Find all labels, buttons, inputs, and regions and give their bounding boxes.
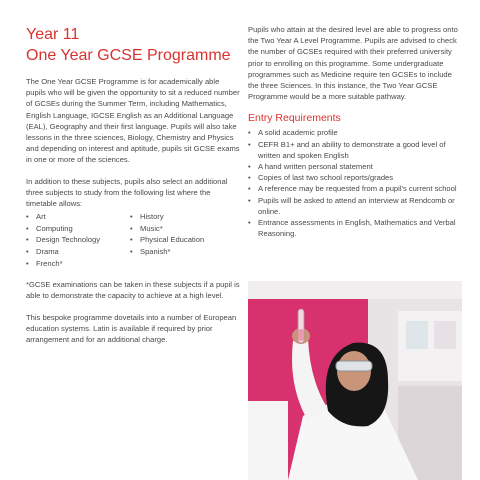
left-column <box>26 24 240 345</box>
footnote-paragraph: *GCSE examinations can be taken in these subjects if a pupil is able to demonstrate the capacity to achieve at a high level. <box>26 280 240 301</box>
list-item: • Spanish* <box>130 246 204 258</box>
progress-paragraph: Pupils who attain at the desired level are able to progress onto the Two Year A Level Programme. Pupils are advised to check the number of GCSEs required with their preferred university prior to enrolling on this programme. Some undergraduate programmes such as Medicine require ten GCSEs to include the three Sciences. In this instance, the Two Year GCSE Programme would be a more suitable pathway. <box>248 25 458 102</box>
entry-requirements-heading: Entry Requirements <box>248 112 341 125</box>
subjects-column-1 <box>26 211 130 269</box>
list-item: • Music* <box>130 223 204 235</box>
list-item: • Physical Education <box>130 234 204 246</box>
list-item: • CEFR B1+ and an ability to demonstrate a good level of written and spoken English <box>248 139 462 161</box>
bespoke-paragraph: This bespoke programme dovetails into a number of European education systems. Latin is available if required by prior arrangement and for an additional charge. <box>26 312 237 345</box>
list-item: • Drama <box>26 246 130 258</box>
subjects-list <box>26 211 240 269</box>
list-item: • Computing <box>26 223 130 235</box>
photo-illustration <box>248 281 462 480</box>
title-line-1: Year 11 <box>26 26 80 43</box>
right-column <box>248 24 462 239</box>
intro-paragraph: The One Year GCSE Programme is for academically able pupils who will be given the opportunity to sit a reduced number of GCSEs during the Summer Term, including Mathematics, English Language, IGCSE English as an Additional Language (EAL), Geography and their first language. Pupils will also take lessons in the three sciences, Biology, Chemistry and Physics and depending on interest and aptitude, pupils sit GCSE exams in one or more of the sciences. <box>26 77 240 165</box>
list-item: • Art <box>26 211 130 223</box>
student-lab-photo <box>248 281 462 480</box>
list-item: • A reference may be requested from a pupil's current school <box>248 183 462 194</box>
entry-requirements-list <box>248 127 462 239</box>
list-item: • A hand written personal statement <box>248 161 462 172</box>
list-item: • French* <box>26 258 130 270</box>
list-item: • Entrance assessments in English, Mathematics and Verbal Reasoning. <box>248 217 462 239</box>
list-item: • Copies of last two school reports/grades <box>248 172 462 183</box>
subjects-column-2 <box>130 211 204 269</box>
page-title <box>26 24 240 66</box>
subjects-intro-paragraph: In addition to these subjects, pupils also select an additional three subjects to study from the following list where the timetable allows: <box>26 176 228 209</box>
list-item: • A solid academic profile <box>248 127 462 138</box>
list-item: • Pupils will be asked to attend an interview at Rendcomb or online. <box>248 195 462 217</box>
list-item: • History <box>130 211 204 223</box>
list-item: • Design Technology <box>26 234 130 246</box>
title-line-2: One Year GCSE Programme <box>26 47 231 64</box>
